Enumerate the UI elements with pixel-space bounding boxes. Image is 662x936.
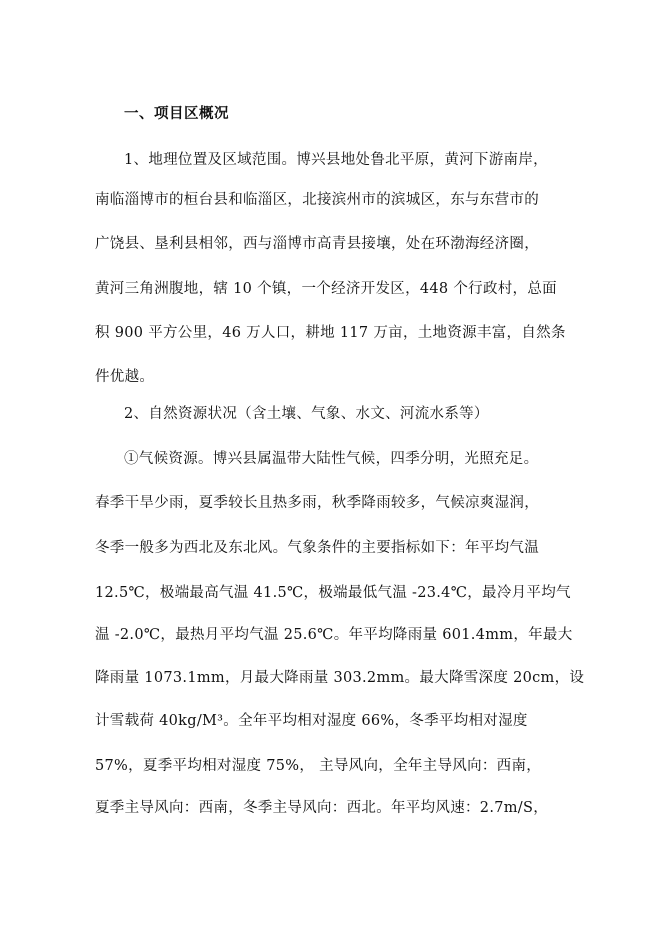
paragraph-line: 57%，夏季平均相对湿度 75%， 主导风向，全年主导风向：西南， [95, 758, 542, 774]
paragraph-line: 计雪载荷 40kg/M³。全年平均相对湿度 66%，冬季平均相对湿度 [95, 713, 528, 729]
paragraph-line: 2、自然资源状况（含土壤、气象、水文、河流水系等） [124, 406, 489, 422]
paragraph-line: 南临淄博市的桓台县和临淄区，北接滨州市的滨城区，东与东营市的 [95, 192, 539, 208]
paragraph-line: 春季干旱少雨，夏季较长且热多雨，秋季降雨较多，气候凉爽湿润， [95, 495, 539, 511]
paragraph-line: 件优越。 [95, 369, 155, 385]
paragraph-line: 积 900 平方公里，46 万人口，耕地 117 万亩，土地资源丰富，自然条 [95, 325, 566, 341]
paragraph-line: ①气候资源。博兴县属温带大陆性气候，四季分明，光照充足。 [124, 451, 539, 467]
paragraph-line: 1、地理位置及区域范围。博兴县地处鲁北平原，黄河下游南岸， [124, 152, 548, 168]
paragraph-line: 温 -2.0℃，最热月平均气温 25.6℃。年平均降雨量 601.4mm，年最大 [95, 627, 573, 643]
paragraph-line: 降雨量 1073.1mm，月最大降雨量 303.2mm。最大降雪深度 20cm，设 [95, 670, 585, 686]
paragraph-line: 冬季一般多为西北及东北风。气象条件的主要指标如下：年平均气温 [95, 540, 539, 556]
paragraph-line: 12.5℃，极端最高气温 41.5℃，极端最低气温 -23.4℃，最冷月平均气 [95, 585, 571, 601]
paragraph-line: 夏季主导风向：西南，冬季主导风向：西北。年平均风速：2.7m/S， [95, 800, 549, 816]
paragraph-line: 广饶县、垦利县相邻，西与淄博市高青县接壤，处在环渤海经济圈， [95, 236, 539, 252]
section-heading: 一、项目区概况 [124, 106, 229, 122]
paragraph-line: 黄河三角洲腹地，辖 10 个镇，一个经济开发区，448 个行政村，总面 [95, 281, 557, 297]
